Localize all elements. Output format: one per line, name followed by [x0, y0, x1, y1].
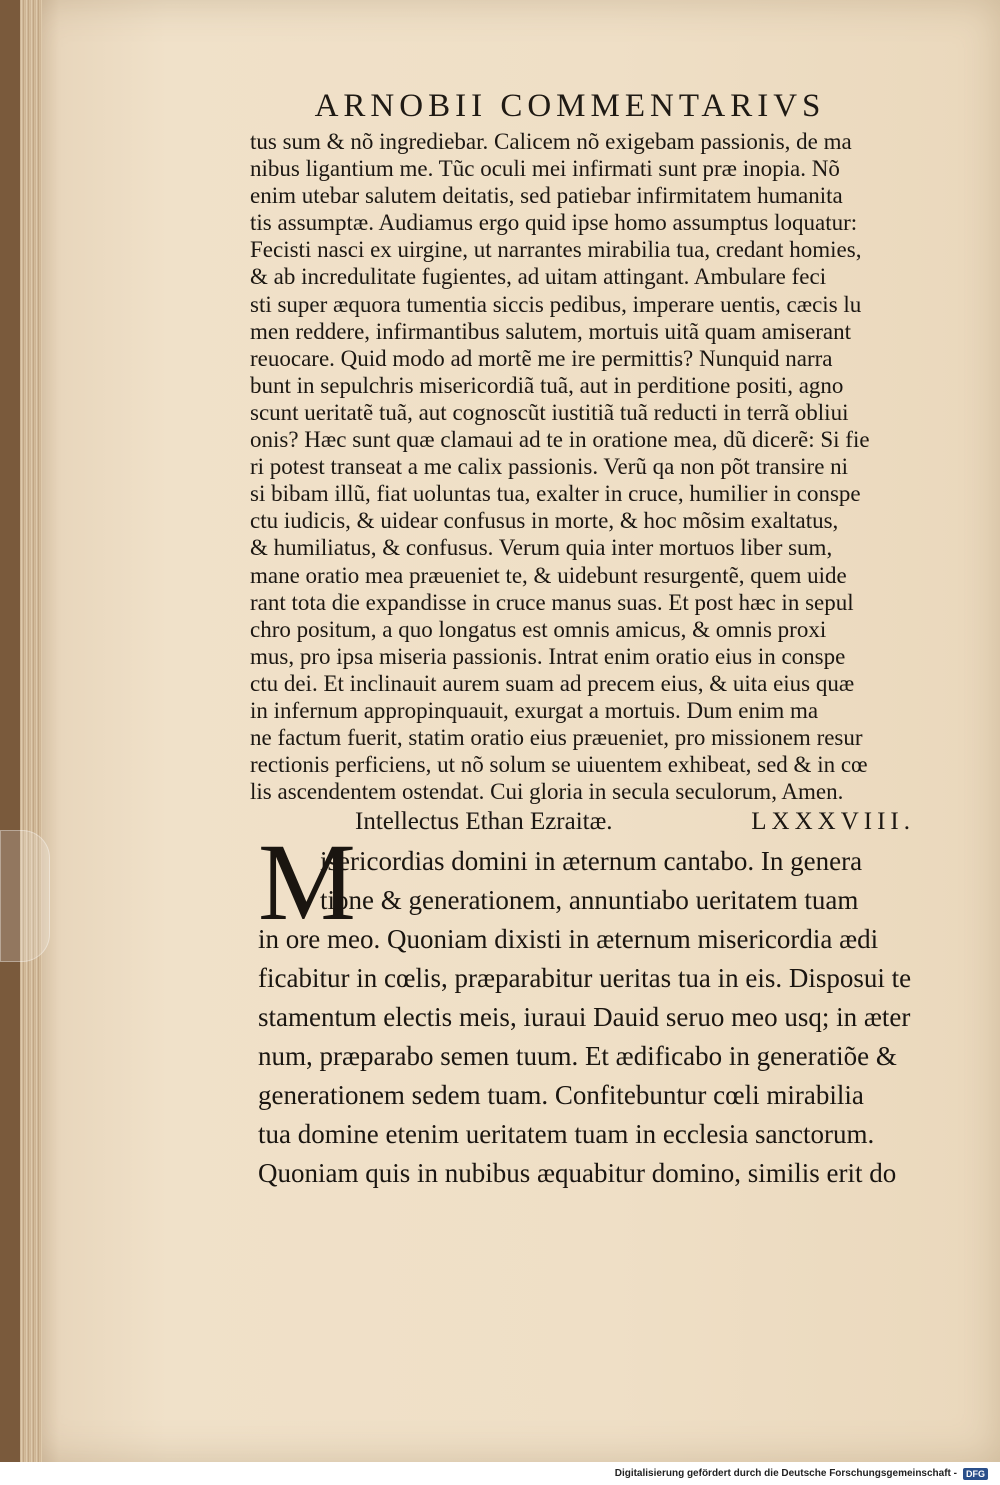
- commentary-line: ctu iudicis, & uidear confusus in morte, & hoc mõsim exaltatus,: [250, 508, 839, 534]
- commentary-line: chro positum, a quo longatus est omnis amicus, & omnis proxi: [250, 616, 827, 642]
- commentary-line: tus sum & nõ ingrediebar. Calicem nõ exigebam passionis, de ma: [250, 129, 852, 154]
- commentary-line: reuocare. Quid modo ad mortẽ me ire permittis? Nunquid narra: [250, 345, 833, 371]
- commentary-line: mus, pro ipsa miseria passionis. Intrat enim oratio eius in conspe: [250, 643, 846, 669]
- commentary-line: men reddere, infirmantibus salutem, mortuis uitã quam amiserant: [250, 318, 852, 344]
- bookmark-tab: [0, 830, 50, 962]
- psalm-line: tua domine etenim ueritatem tuam in ecclesia sanctorum.: [258, 1119, 875, 1149]
- commentary-line: enim utebar salutem deitatis, sed patiebar infirmitatem humanita: [250, 183, 843, 209]
- footer-credit: Digitalisierung gefördert durch die Deutsche Forschungsgemeinschaft -: [614, 1468, 957, 1479]
- commentary-text: [250, 128, 950, 805]
- commentary-line: ri potest transeat a me calix passionis. Verũ qa non põt transire ni: [250, 454, 849, 480]
- page-edges: [20, 0, 42, 1462]
- psalm-heading: [355, 808, 915, 836]
- commentary-line: ctu dei. Et inclinauit aurem suam ad precem eius, & uita eius quæ: [250, 670, 855, 696]
- commentary-line: & humiliatus, & confusus. Verum quia inter mortuos liber sum,: [250, 535, 833, 561]
- commentary-line: tis assumptæ. Audiamus ergo quid ipse homo assumptus loquatur:: [250, 210, 858, 236]
- commentary-line: mane oratio mea præueniet te, & uidebunt resurgentẽ, quem uide: [250, 562, 847, 588]
- commentary-line: & ab incredulitate fugientes, ad uitam attingant. Ambulare feci: [250, 264, 827, 290]
- commentary-line: sti super æquora tumentia siccis pedibus, imperare uentis, cæcis lu: [250, 291, 862, 317]
- commentary-line: nibus ligantium me. Tũc oculi mei infirmati sunt præ inopia. Nõ: [250, 156, 840, 182]
- commentary-line: lis ascendentem ostendat. Cui gloria in secula seculorum, Amen.: [250, 779, 844, 805]
- running-header: ARNOBII COMMENTARIVS: [314, 88, 826, 124]
- commentary-line: ne factum fuerit, statim oratio eius præueniet, pro missionem resur: [250, 725, 863, 751]
- footer-bar: [0, 1462, 1000, 1485]
- psalm-number: LXXXVIII.: [751, 808, 915, 835]
- commentary-line: scunt ueritatẽ tuã, aut cognoscũt iustitiã tuã reducti in terrã obliui: [250, 399, 849, 425]
- psalm-line: tione & generationem, annuntiabo ueritatem tuam: [320, 885, 859, 915]
- commentary-line: Fecisti nasci ex uirgine, ut narrantes mirabilia tua, credant homies,: [250, 237, 862, 263]
- dfg-logo-icon: DFG: [963, 1468, 988, 1480]
- drop-capital: M: [258, 821, 356, 943]
- commentary-line: rant tota die expandisse in cruce manus suas. Et post hæc in sepul: [250, 589, 854, 615]
- commentary-line: rectionis perficiens, ut nõ solum se uiuentem exhibeat, sed & in cœ: [250, 752, 868, 778]
- psalm-line: in ore meo. Quoniam dixisti in æternum misericordia ædi: [258, 924, 879, 954]
- psalm-line: ficabitur in cœlis, præparabitur ueritas tua in eis. Disposui te: [258, 963, 912, 993]
- commentary-line: si bibam illũ, fiat uoluntas tua, exalter in cruce, humilier in conspe: [250, 481, 861, 507]
- psalm-line: Quoniam quis in nubibus æquabitur domino, similis erit do: [258, 1158, 897, 1188]
- commentary-line: in infernum appropinquauit, exurgat a mortuis. Dum enim ma: [250, 697, 819, 723]
- psalm-line: stamentum electis meis, iuraui Dauid seruo meo usq; in æter: [258, 1002, 911, 1032]
- psalm-heading-title: Intellectus Ethan Ezraitæ.: [355, 808, 613, 835]
- psalm-line: generationem sedem tuam. Confitebuntur cœli mirabilia: [258, 1080, 864, 1110]
- psalm-line: num, præparabo semen tuum. Et ædificabo in generatiõe &: [258, 1041, 897, 1071]
- psalm-line: isericordias domini in æternum cantabo. In genera: [320, 846, 863, 876]
- commentary-line: bunt in sepulchris misericordiã tuã, aut in perditione positi, agno: [250, 372, 844, 398]
- psalm-text: [258, 842, 948, 1193]
- commentary-line: onis? Hæc sunt quæ clamaui ad te in oratione mea, dũ dicerẽ: Si fie: [250, 427, 870, 453]
